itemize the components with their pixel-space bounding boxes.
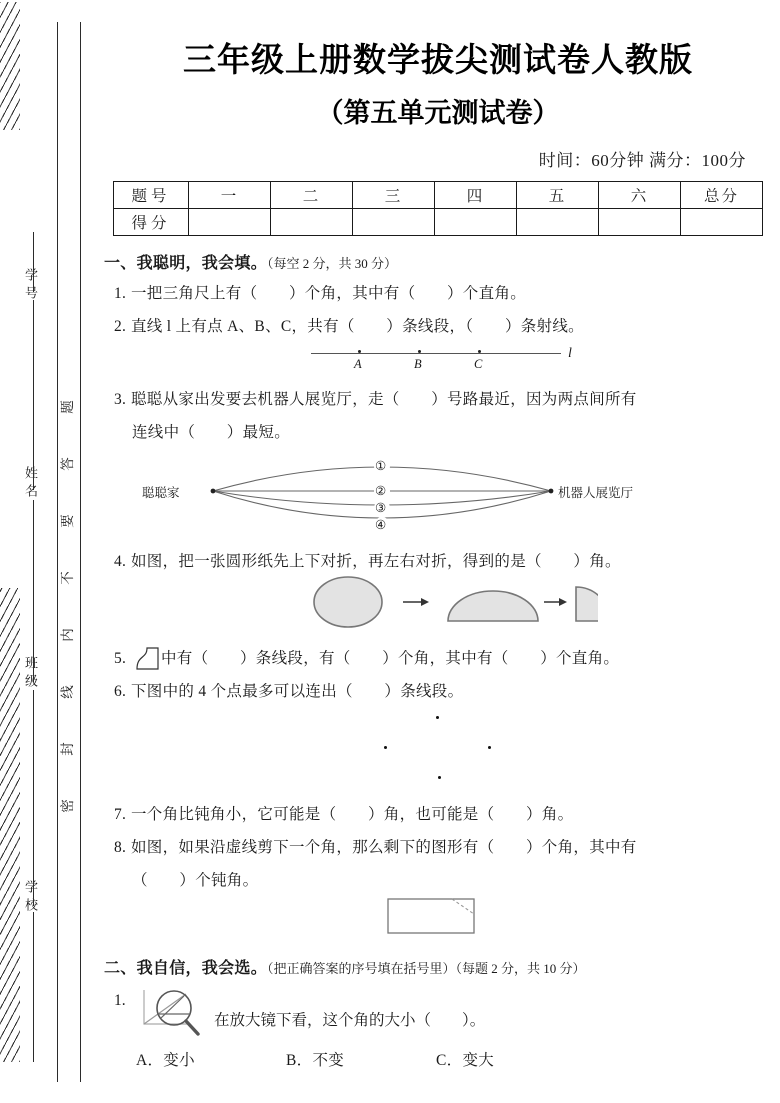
option-b[interactable]: B．不变 (286, 1052, 345, 1070)
option-c[interactable]: C．变大 (436, 1052, 495, 1070)
line-segment (311, 353, 561, 354)
student-info-label-3: 班级 (23, 656, 38, 692)
question-text: 中有（ ）条线段，有（ ）个角，其中有（ ）个直角。 (161, 650, 620, 668)
seal-char: 密 (60, 799, 75, 813)
routes-svg (96, 445, 780, 541)
seal-char: 题 (60, 400, 75, 414)
point-c-label: C (474, 357, 483, 372)
question-index: 4. (114, 553, 127, 571)
student-info-label-4: 学校 (23, 880, 38, 916)
score-table-cell: 一 (189, 182, 271, 209)
student-info-rule[interactable] (33, 690, 34, 850)
line-abc-figure (96, 339, 780, 379)
seal-char: 内 (60, 628, 75, 642)
question-2-1-options (136, 1048, 780, 1070)
question-index: 2. (114, 318, 127, 336)
table-row (114, 209, 763, 236)
question-index: 3. (114, 391, 127, 409)
score-input-cell[interactable] (189, 209, 271, 236)
paper-content (96, 0, 780, 1103)
point-dot (488, 746, 491, 749)
question-index: 5. (114, 650, 127, 668)
question-1-3-cont (132, 421, 780, 445)
section-2-note: （把正确答案的序号填在括号里）（每题 2 分，共 10 分） (267, 961, 586, 977)
score-input-cell[interactable] (517, 209, 599, 236)
question-1-7 (114, 803, 780, 827)
seal-char: 封 (60, 742, 75, 756)
rectangle-cut-svg (386, 895, 506, 939)
score-table-head-1: 得分 (114, 209, 189, 236)
seal-char: 要 (60, 514, 75, 528)
question-index: 8. (114, 839, 127, 857)
question-1-4 (114, 550, 780, 574)
student-info-rule[interactable] (33, 622, 34, 682)
route-label-3: ③ (375, 501, 387, 516)
paper-folding-figure (96, 574, 780, 636)
question-index: 1. (114, 285, 127, 302)
seal-band (57, 22, 81, 1082)
seal-hatch-top (0, 2, 20, 130)
folding-svg (308, 574, 598, 634)
section-2-heading (104, 955, 780, 978)
score-input-cell[interactable] (681, 209, 763, 236)
score-table-cell: 五 (517, 182, 599, 209)
section-1-note: （每空 2 分，共 30 分） (267, 256, 398, 271)
student-info-rule[interactable] (33, 300, 34, 450)
score-table-cell: 四 (435, 182, 517, 209)
question-2-1 (114, 992, 780, 1044)
section-2-title: 二、我自信，我会选。 (104, 960, 268, 978)
question-1-1 (114, 282, 780, 306)
question-text: 直线 l 上有点 A、B、C，共有（ ）条线段，（ ）条射线。 (131, 318, 584, 336)
seal-char: 答 (60, 457, 75, 471)
route-label-2: ② (375, 484, 387, 499)
question-1-6 (114, 680, 780, 704)
question-text: 在放大镜下看，这个角的大小（ ）。 (214, 1012, 486, 1030)
seal-char: 线 (60, 685, 75, 699)
curved-quadrilateral-icon (131, 645, 161, 671)
route-label-4: ④ (375, 518, 387, 533)
question-1-8-cont (132, 869, 780, 893)
question-index: 6. (114, 683, 127, 701)
score-input-cell[interactable] (353, 209, 435, 236)
question-text: 聪聪从家出发要去机器人展览厅，走（ ）号路最近，因为两点间所有 (131, 391, 637, 409)
question-text: 如图，如果沿虚线剪下一个角，那么剩下的图形有（ ）个角，其中有 (131, 839, 637, 857)
magnifier-angle-icon (136, 984, 214, 1047)
score-input-cell[interactable] (599, 209, 681, 236)
score-table-cell: 三 (353, 182, 435, 209)
exam-meta: 时间：60分钟 满分：100分 (538, 151, 746, 170)
routes-start-label: 聪聪家 (142, 486, 180, 501)
question-index: 1. (114, 992, 126, 1010)
question-1-2 (114, 315, 780, 339)
student-info-label-1: 学号 (23, 268, 38, 304)
score-input-cell[interactable] (271, 209, 353, 236)
question-1-5 (114, 645, 780, 671)
seal-sidebar (0, 0, 96, 1103)
point-dot (384, 746, 387, 749)
rectangle-cut-figure (96, 893, 780, 941)
route-label-1: ① (375, 459, 387, 474)
score-table-cell: 二 (271, 182, 353, 209)
seal-char: 不 (60, 571, 75, 585)
page-title: 三年级上册数学拔尖测试卷人教版 (183, 43, 693, 79)
student-info-label-2: 姓名 (23, 466, 38, 502)
student-info-rule[interactable] (33, 430, 34, 490)
routes-end-label: 机器人展览厅 (558, 486, 634, 501)
score-table-cell: 六 (599, 182, 681, 209)
four-points-figure (96, 704, 780, 794)
question-1-8 (114, 836, 780, 860)
page-subtitle: （第五单元测试卷） (316, 98, 560, 128)
score-input-cell[interactable] (435, 209, 517, 236)
question-text: 如图，把一张圆形纸先上下对折，再左右对折，得到的是（ ）角。 (131, 553, 621, 571)
question-index: 7. (114, 806, 127, 824)
question-1-3 (114, 388, 780, 412)
point-dot (438, 776, 441, 779)
table-row (114, 182, 763, 209)
question-text: 一个角比钝角小，它可能是（ ）角，也可能是（ ）角。 (131, 806, 574, 824)
point-b-label: B (414, 357, 422, 372)
student-info-rule[interactable] (33, 232, 34, 292)
question-text: （ ）个钝角。 (132, 872, 259, 890)
score-table-cell: 总分 (681, 182, 763, 209)
question-text: 下图中的 4 个点最多可以连出（ ）条线段。 (131, 683, 464, 701)
student-info-rule[interactable] (33, 846, 34, 906)
question-text: 一把三角尺上有（ ）个角，其中有（ ）个直角。 (131, 285, 527, 302)
line-l-label: l (568, 346, 572, 362)
option-a[interactable]: A．变小 (136, 1052, 195, 1070)
section-1-heading (104, 250, 780, 273)
point-a-label: A (354, 357, 362, 372)
routes-figure (96, 445, 780, 541)
question-text: 连线中（ ）最短。 (132, 424, 291, 442)
student-info-rule[interactable] (33, 912, 34, 1062)
section-1-title: 一、我聪明，我会填。 (104, 255, 268, 272)
point-dot (436, 716, 439, 719)
score-table (113, 181, 763, 236)
score-table-head-0: 题号 (114, 182, 189, 209)
